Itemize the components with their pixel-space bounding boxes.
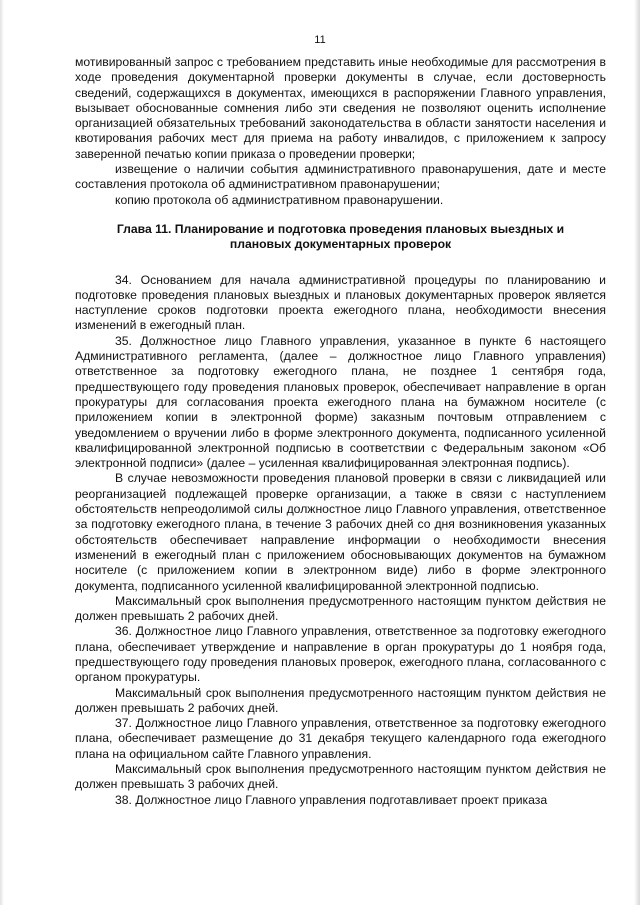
page-number: 11 [314, 34, 326, 46]
paragraph: извещение о наличии события административного правонарушения, дате и месте составления протокола об административном правонарушении; [75, 162, 606, 192]
paragraph-deadline: Максимальный срок выполнения предусмотренного настоящим пунктом действия не должен превышать 3 рабочих дней. [75, 762, 606, 792]
paragraph-continuation: мотивированный запрос с требованием представить иные необходимые для рассмотрения в ходе проведения документарной проверки документы в случае, если достоверность сведений, содержащихся в документах, имеющихся в распоряжении Главного управления, вызывает обоснованные сомнения либо эти сведения не позволяют оценить исполнение организацией обязательных требований законодательства в области занятости населения и квотирования рабочих мест для приема на работу инвалидов, с приложением к запросу заверенной печатью копии приказа о проведении проверки; [75, 55, 606, 161]
document-body [75, 55, 606, 808]
paragraph-35: 35. Должностное лицо Главного управления, указанное в пункте 6 настоящего Административного регламента, (далее – должностное лицо Главного управления) ответственное за подготовку ежегодного плана, не позднее 1 сентября года, предшествующего году проведения плановых проверок, обеспечивает направление в орган прокуратуры для согласования проекта ежегодного плана на бумажном носителе (с приложением копии в электронной форме) заказным почтовым отправлением с уведомлением о вручении либо в форме электронного документа, подписанного усиленной квалифицированной электронной подписью в соответствии с Федеральным законом «Об электронной подписи» (далее – усиленная квалифицированная электронная подпись). [75, 333, 606, 471]
paragraph: копию протокола об административном правонарушении. [115, 192, 444, 207]
paragraph: В случае невозможности проведения плановой проверки в связи с ликвидацией или реорганизацией подлежащей проверке организации, а также в связи с наступлением обстоятельств непреодолимой силы должностное лицо Главного управления, ответственное за подготовку ежегодного плана, в течение 3 рабочих дней со дня возникновения указанных обстоятельств обеспечивает направление информации о необходимости внесения изменений в ежегодный план с приложением обосновывающих документов на бумажном носителе (с приложением копии в электронном виде) либо в форме электронного документа, подписанного усиленной квалифицированной электронной подписью. [75, 471, 606, 593]
chapter-title: Глава 11. Планирование и подготовка проведения плановых выездных и плановых документарных проверок [116, 221, 565, 252]
paragraph-38: 38. Должностное лицо Главного управления подготавливает проект приказа [115, 792, 548, 807]
paragraph-deadline: Максимальный срок выполнения предусмотренного настоящим пунктом действия не должен превышать 2 рабочих дней. [75, 593, 606, 624]
paragraph-36: 36. Должностное лицо Главного управления, ответственное за подготовку ежегодного плана, обеспечивает утверждение и направление в орган прокуратуры до 1 ноября года, предшествующего году проведения плановых проверок, ежегодного плана, согласованного с органом прокуратуры. [75, 624, 606, 685]
scan-edge-right [634, 0, 640, 905]
paragraph-37: 37. Должностное лицо Главного управления, ответственное за подготовку ежегодного плана, обеспечивает размещение до 31 декабря текущего календарного года ежегодного плана на официальном сайте Главного управления. [75, 716, 606, 761]
paragraph-deadline: Максимальный срок выполнения предусмотренного настоящим пунктом действия не должен превышать 2 рабочих дней. [75, 685, 606, 715]
scan-edge-left [0, 0, 4, 905]
paragraph-34: 34. Основанием для начала административной процедуры по планированию и подготовке проведения плановых выездных и плановых документарных проверок является наступление сроков подготовки проекта ежегодного плана, необходимости внесения изменений в ежегодный план. [75, 272, 606, 333]
